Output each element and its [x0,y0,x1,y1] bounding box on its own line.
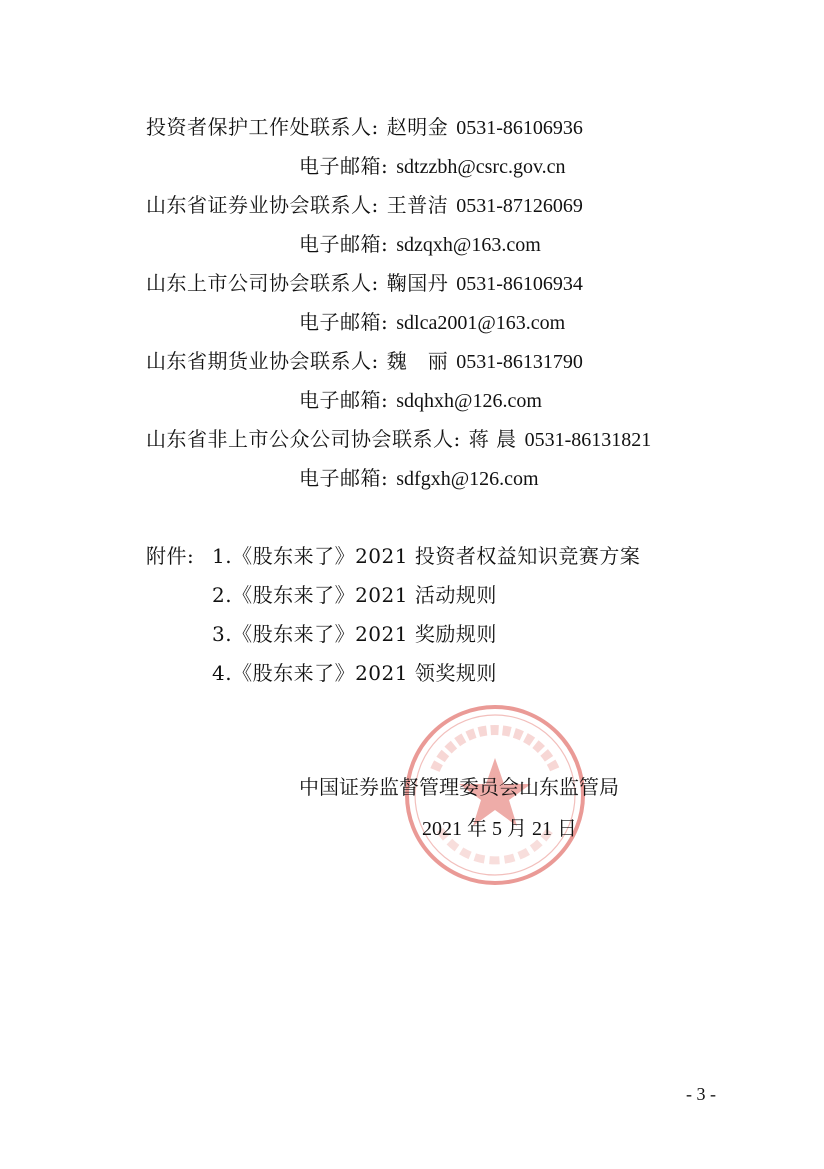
attachment-line [212,659,497,687]
attachment-item: 3.《股东来了》2021 奖励规则 [212,622,497,646]
attachment-line [146,542,640,570]
email-value: sdfgxh@126.com [396,468,539,490]
contact-line [146,191,583,220]
email-line [299,308,565,337]
contact-name: 魏 丽 [386,349,449,373]
contact-phone: 0531-86131821 [524,429,652,451]
attachment-prefix: 附件: [146,544,195,568]
email-value: sdzqxh@163.com [396,234,541,256]
contact-phone: 0531-86131790 [456,351,583,373]
contact-line [146,113,583,142]
contact-line [146,347,583,376]
contact-label: 山东省非上市公众公司协会联系人: [146,427,461,451]
contact-phone: 0531-87126069 [456,195,583,217]
contact-phone: 0531-86106936 [456,117,583,139]
email-value: sdqhxh@126.com [396,390,542,412]
contact-name: 王普洁 [386,193,449,217]
email-label: 电子邮箱: [299,310,389,334]
contact-line [146,269,583,298]
contact-name: 赵明金 [386,115,449,139]
contact-label: 投资者保护工作处联系人: [146,115,379,139]
contact-label: 山东省证券业协会联系人: [146,193,379,217]
email-label: 电子邮箱: [299,388,389,412]
contact-name: 蒋 晨 [468,427,517,451]
attachment-line [212,620,497,648]
email-label: 电子邮箱: [299,466,389,490]
contact-phone: 0531-86106934 [456,273,583,295]
email-value: sdlca2001@163.com [396,312,566,334]
email-line [299,464,539,493]
email-line [299,152,566,181]
email-label: 电子邮箱: [299,232,389,256]
contact-label: 山东省期货业协会联系人: [146,349,379,373]
attachment-line [212,581,497,609]
contact-label: 山东上市公司协会联系人: [146,271,379,295]
attachment-item: 4.《股东来了》2021 领奖规则 [212,661,497,685]
page-number: - 3 - [686,1084,716,1104]
issuing-organization: 中国证券监督管理委员会山东监管局 [299,775,619,799]
contact-name: 鞠国丹 [386,271,449,295]
email-line [299,386,542,415]
issue-date: 2021 年 5 月 21 日 [422,818,577,840]
attachment-item: 2.《股东来了》2021 活动规则 [212,583,497,607]
email-line [299,230,541,259]
attachment-item: 1.《股东来了》2021 投资者权益知识竞赛方案 [212,544,641,568]
email-value: sdtzzbh@csrc.gov.cn [396,156,566,178]
contact-line [146,425,651,454]
email-label: 电子邮箱: [299,154,389,178]
